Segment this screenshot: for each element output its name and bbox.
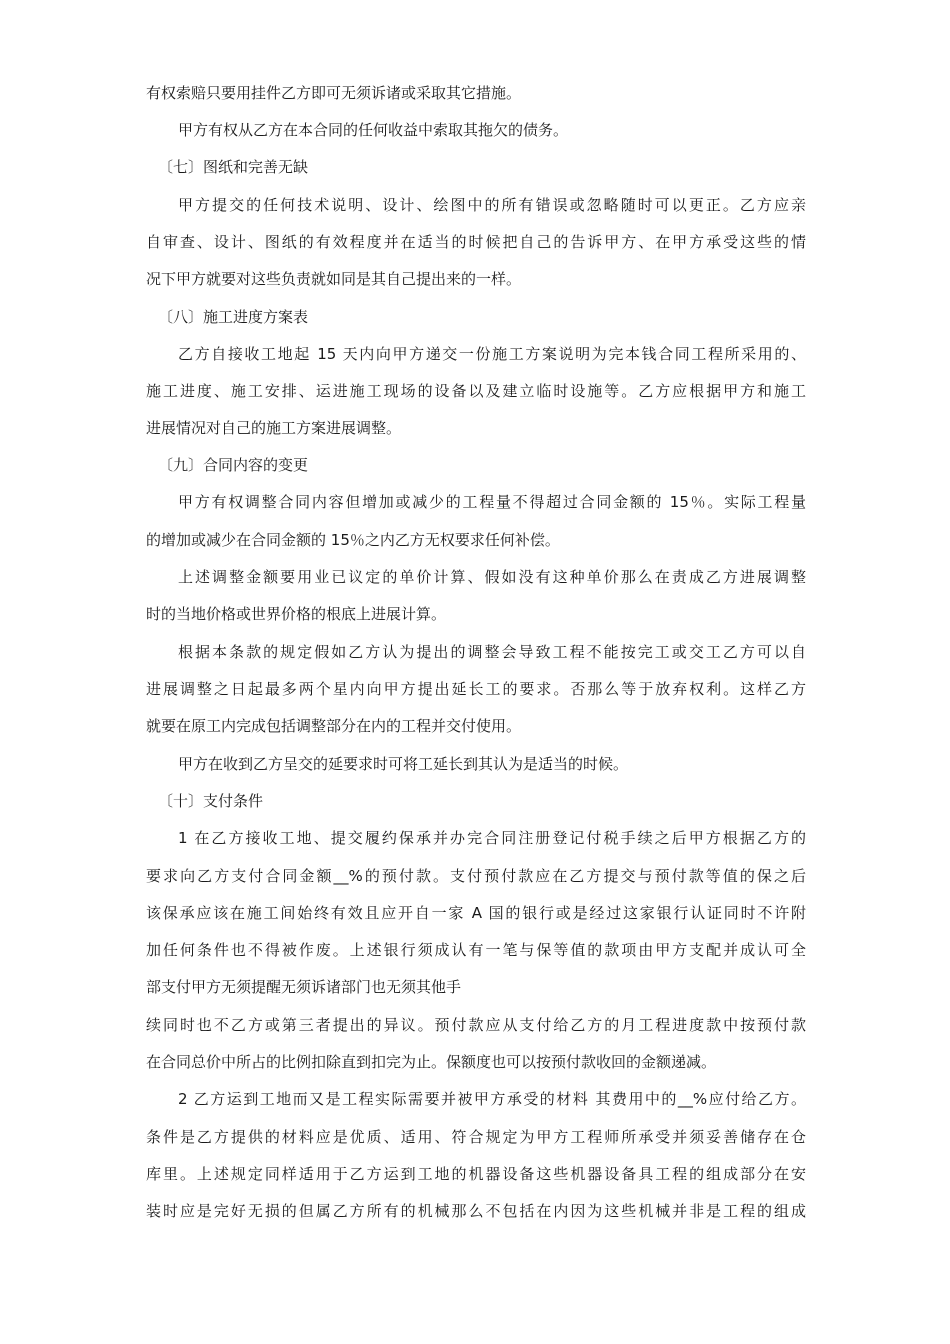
section-heading: 〔九〕合同内容的变更 (158, 456, 309, 474)
text-line: 库里。上述规定同样适用于乙方运到工地的机器设备这些机器设备具工程的组成部分在安 (146, 1165, 806, 1183)
section-heading: 〔十〕支付条件 (158, 792, 264, 810)
text-line: 甲方有权从乙方在本合同的任何收益中索取其拖欠的债务。 (178, 121, 569, 139)
text-line: 条件是乙方提供的材料应是优质、适用、符合规定为甲方工程师所承受并须妥善储存在仓 (146, 1128, 806, 1146)
text-line: 甲方有权调整合同内容但增加或减少的工程量不得超过合同金额的 15％。实际工程量 (178, 493, 806, 511)
text-line: 甲方提交的任何技术说明、设计、绘图中的所有错误或忽略随时可以更正。乙方应亲 (178, 196, 806, 214)
text-line: 在合同总价中所占的比例扣除直到扣完为止。保额度也可以按预付款收回的金额递减。 (146, 1053, 717, 1071)
text-line: 进展情况对自己的施工方案进展调整。 (146, 419, 402, 437)
text-line: 自审查、设计、图纸的有效程度并在适当的时候把自己的告诉甲方、在甲方承受这些的情 (146, 233, 806, 251)
text-line: 装时应是完好无损的但属乙方所有的机械那么不包括在内因为这些机械并非是工程的组成 (146, 1202, 806, 1220)
text-line: 根据本条款的规定假如乙方认为提出的调整会导致工程不能按完工或交工乙方可以自 (178, 643, 806, 661)
text-line: 部支付甲方无须提醒无须诉诸部门也无须其他手 (146, 978, 462, 996)
text-line: 甲方在收到乙方呈交的延要求时可将工延长到其认为是适当的时候。 (178, 755, 629, 773)
text-line: 2 乙方运到工地而又是工程实际需要并被甲方承受的材料 其费用中的__%应付给乙方。 (178, 1090, 806, 1108)
text-line: 乙方自接收工地起 15 天内向甲方递交一份施工方案说明为完本钱合同工程所采用的、 (178, 345, 806, 363)
section-heading: 〔八〕施工进度方案表 (158, 308, 309, 326)
text-line: 的增加或减少在合同金额的 15％之内乙方无权要求任何补偿。 (146, 531, 560, 549)
text-line: 有权索赔只要用挂件乙方即可无须诉诸或采取其它措施。 (146, 84, 522, 102)
text-line: 要求向乙方支付合同金额__%的预付款。支付预付款应在乙方提交与预付款等值的保之后 (146, 867, 806, 885)
text-line: 加任何条件也不得被作废。上述银行须成认有一笔与保等值的款项由甲方支配并成认可全 (146, 941, 806, 959)
text-line: 时的当地价格或世界价格的根底上进展计算。 (146, 605, 447, 623)
text-line: 续同时也不乙方或第三者提出的异议。预付款应从支付给乙方的月工程进度款中按预付款 (146, 1016, 806, 1034)
text-line: 上述调整金额要用业已议定的单价计算、假如没有这种单价那么在责成乙方进展调整 (178, 568, 806, 586)
text-line: 就要在原工内完成包括调整部分在内的工程并交付使用。 (146, 717, 522, 735)
section-heading: 〔七〕图纸和完善无缺 (158, 158, 309, 176)
text-line: 施工进度、施工安排、运进施工现场的设备以及建立临时设施等。乙方应根据甲方和施工 (146, 382, 806, 400)
text-line: 进展调整之日起最多两个星内向甲方提出延长工的要求。否那么等于放弃权利。这样乙方 (146, 680, 806, 698)
text-line: 该保承应该在施工间始终有效且应开自一家 A 国的银行或是经过这家银行认证同时不许附 (146, 904, 806, 922)
text-line: 况下甲方就要对这些负责就如同是其自己提出来的一样。 (146, 270, 522, 288)
text-line: 1 在乙方接收工地、提交履约保承并办完合同注册登记付税手续之后甲方根据乙方的 (178, 829, 806, 847)
